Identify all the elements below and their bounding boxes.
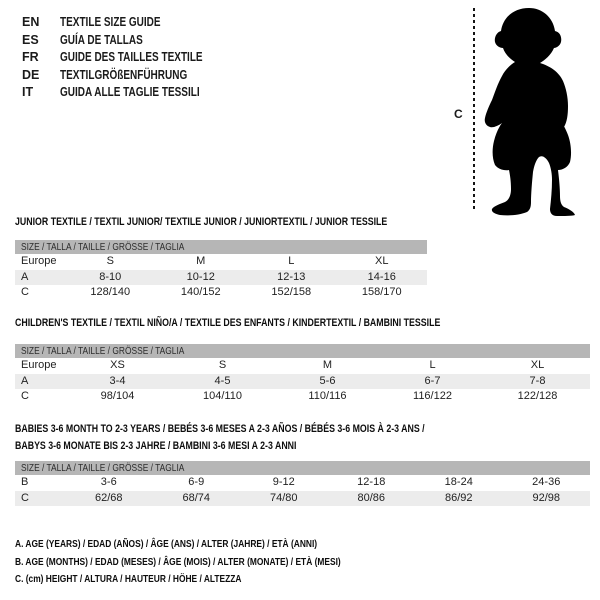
table-cell: 3-4 — [109, 374, 126, 387]
row-label: A — [21, 270, 29, 283]
table-cell: 110/116 — [308, 390, 347, 402]
table-cell: L — [429, 359, 436, 371]
table-cell: 80/86 — [357, 491, 386, 504]
table-cell: 68/74 — [182, 491, 211, 504]
table-cell: S — [218, 359, 227, 371]
table-cell: 152/158 — [271, 286, 312, 298]
table-cell: L — [288, 255, 295, 267]
table-cell: 24-36 — [532, 476, 561, 488]
language-label: GUIDE DES TAILLES TEXTILE — [60, 50, 203, 64]
table-cell: 3-6 — [100, 476, 117, 488]
language-list — [22, 14, 238, 102]
row-label: C — [21, 491, 29, 504]
table-cell: XS — [110, 359, 125, 371]
height-measure-line — [473, 8, 475, 211]
language-row-fr — [22, 49, 238, 67]
language-row-en — [22, 14, 238, 32]
table-cell: 7-8 — [529, 374, 546, 387]
language-code: IT — [22, 85, 34, 99]
row-label: C — [21, 286, 29, 298]
language-row-es — [22, 32, 238, 50]
table-cell: 9-12 — [272, 476, 295, 488]
table-cell: 4-5 — [214, 374, 231, 387]
table-row-a — [15, 270, 427, 286]
table-cell: 62/68 — [94, 491, 123, 504]
baby-silhouette-icon — [484, 4, 592, 216]
size-table-children — [15, 344, 590, 405]
table-row-c — [15, 491, 590, 507]
table-cell: 12-13 — [277, 270, 306, 283]
measure-legend — [15, 536, 422, 589]
table-cell: M — [322, 359, 333, 371]
legend-line-a: A. AGE (YEARS) / EDAD (AÑOS) / ÂGE (ANS) / ALTER (JAHRE) / ETÀ (ANNI) — [15, 538, 318, 550]
table-cell: 92/98 — [532, 491, 561, 504]
table-cell: S — [106, 255, 114, 267]
legend-line-c: C. (cm) HEIGHT / ALTURA / HAUTEUR / HÖHE / ALTEZZA — [15, 573, 242, 585]
row-label: C — [21, 390, 29, 402]
row-label: Europe — [21, 359, 57, 371]
height-measure-label: C — [454, 107, 463, 121]
table-cell: 86/92 — [444, 491, 473, 504]
table-cell: 140/152 — [180, 286, 221, 298]
language-code: DE — [22, 67, 40, 82]
table-cell: XL — [375, 255, 389, 267]
table-cell: 18-24 — [444, 476, 473, 488]
section-title-children: CHILDREN'S TEXTILE / TEXTIL NIÑO/A / TEXTILE DES ENFANTS / KINDERTEXTIL / BAMBINI TESSILE — [15, 317, 441, 329]
table-row-c — [15, 389, 590, 405]
table-header: SIZE / TALLA / TAILLE / GRÖSSE / TAGLIA — [15, 344, 590, 358]
table-cell: 14-16 — [367, 270, 396, 283]
language-code: ES — [22, 32, 39, 47]
row-label: A — [21, 374, 29, 387]
row-label: Europe — [21, 255, 57, 267]
table-cell: XL — [530, 359, 545, 371]
table-cell: 74/80 — [269, 491, 298, 504]
table-cell: 104/110 — [203, 390, 242, 402]
size-table-junior — [15, 240, 427, 301]
table-row-b — [15, 475, 590, 491]
language-label: GUÍA DE TALLAS — [60, 32, 143, 47]
table-cell: 98/104 — [100, 390, 135, 402]
table-cell: 158/170 — [361, 286, 402, 298]
legend-line-b: B. AGE (MONTHS) / EDAD (MESES) / ÂGE (MOIS) / ALTER (MONATE) / ETÀ (MESI) — [15, 555, 341, 568]
language-label: TEXTILE SIZE GUIDE — [60, 15, 161, 29]
table-cell: 116/122 — [413, 390, 452, 402]
table-size-row — [15, 358, 590, 374]
table-cell: 6-7 — [424, 374, 441, 387]
language-label: TEXTILGRÖßENFÜHRUNG — [60, 67, 188, 82]
section-title-junior: JUNIOR TEXTILE / TEXTIL JUNIOR/ TEXTILE JUNIOR / JUNIORTEXTIL / JUNIOR TESSILE — [15, 216, 388, 228]
language-row-de — [22, 67, 238, 85]
section-title-babies: BABIES 3-6 MONTH TO 2-3 YEARS / BEBÉS 3-6 MESES A 2-3 AÑOS / BÉBÉS 3-6 MOIS À 2-3 ANS / BABYS 3-6 MONATE BIS 2-3 JAHRE / BAMBINI 3-6 MESI A 2-3 ANNI — [15, 423, 425, 452]
table-header: SIZE / TALLA / TAILLE / GRÖSSE / TAGLIA — [15, 461, 590, 475]
language-label: GUIDA ALLE TAGLIE TESSILI — [60, 85, 200, 99]
size-table-babies — [15, 461, 590, 506]
table-cell: 6-9 — [188, 476, 205, 488]
table-cell: 8-10 — [99, 270, 122, 283]
table-cell: 122/128 — [517, 390, 558, 402]
table-size-row — [15, 254, 427, 270]
language-code: FR — [22, 50, 39, 64]
table-cell: 5-6 — [319, 374, 336, 387]
table-header: SIZE / TALLA / TAILLE / GRÖSSE / TAGLIA — [15, 240, 427, 254]
language-code: EN — [22, 15, 40, 29]
table-cell: M — [196, 255, 206, 267]
table-row-a — [15, 374, 590, 390]
row-label: B — [21, 476, 29, 488]
table-cell: 128/140 — [90, 286, 131, 298]
table-cell: 10-12 — [186, 270, 215, 283]
language-row-it — [22, 84, 238, 102]
table-cell: 12-18 — [357, 476, 386, 488]
table-row-c — [15, 285, 427, 301]
